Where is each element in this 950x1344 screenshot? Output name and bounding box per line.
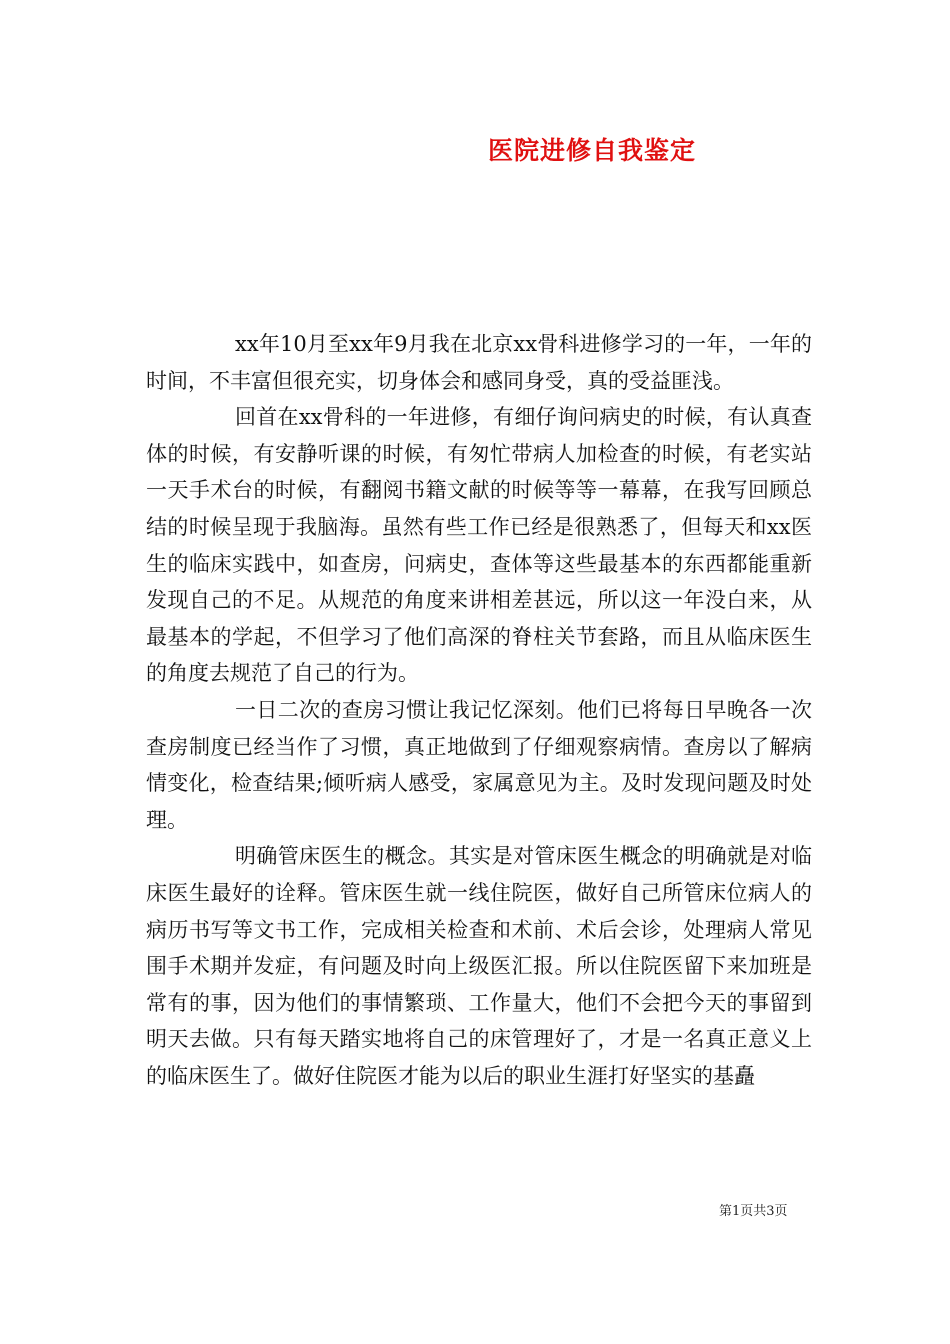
paragraph-2: 回首在xx骨科的一年进修，有细仔询问病史的时候，有认真查体的时候，有安静听课的时候，有匆忙带病人加检查的时候，有老实站一天手术台的时候，有翻阅书籍文献的时候等等一幕幕，在我写回顾总结的时候呈现于我脑海。虽然有些工作已经是很熟悉了，但每天和xx医生的临床实践中，如查房，问病史，查体等这些最基本的东西都能重新发现自己的不足。从规范的角度来讲相差甚远，所以这一年没白来，从最基本的学起，不但学习了他们高深的脊柱关节套路，而且从临床医生的角度去规范了自己的行为。 [146, 405, 812, 686]
paragraph-1: xx年10月至xx年9月我在北京xx骨科进修学习的一年，一年的时间，不丰富但很充实，切身体会和感同身受，真的受益匪浅。 [146, 332, 812, 393]
page-number: 第1页共3页 [719, 1204, 788, 1219]
document-title: 医院进修自我鉴定 [488, 136, 697, 165]
paragraph-3: 一日二次的查房习惯让我记忆深刻。他们已将每日早晚各一次查房制度已经当作了习惯，真正地做到了仔细观察病情。查房以了解病情变化，检查结果;倾听病人感受，家属意见为主。及时发现问题及时处理。 [146, 697, 812, 832]
paragraph-4: 明确管床医生的概念。其实是对管床医生概念的明确就是对临床医生最好的诠释。管床医生就一线住院医，做好自己所管床位病人的病历书写等文书工作，完成相关检查和术前、术后会诊，处理病人常见围手术期并发症，有问题及时向上级医汇报。所以住院医留下来加班是常有的事，因为他们的事情繁琐、工作量大，他们不会把今天的事留到明天去做。只有每天踏实地将自己的床管理好了，才是一名真正意义上的临床医生了。做好住院医才能为以后的职业生涯打好坚实的基矗 [146, 844, 812, 1088]
document-body [146, 326, 812, 1094]
